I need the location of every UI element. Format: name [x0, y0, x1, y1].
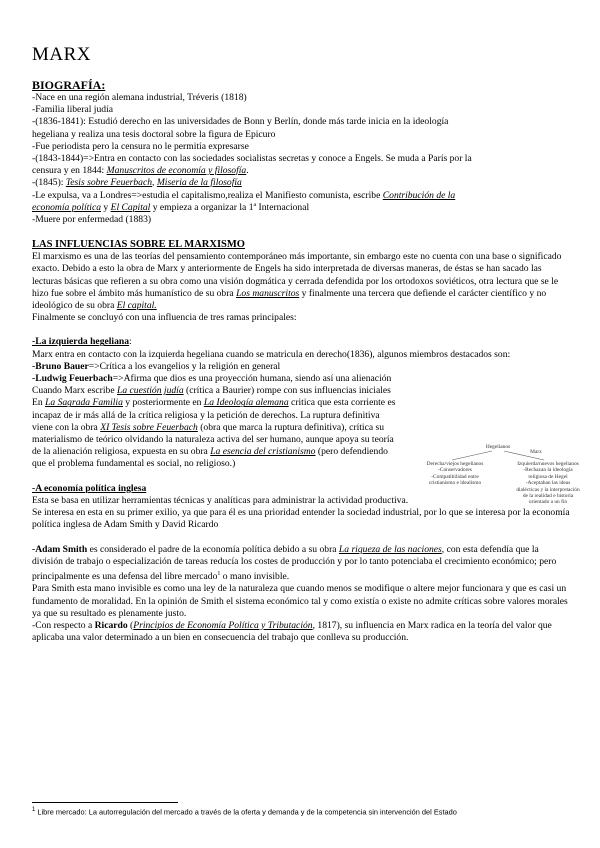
hegelian-branches-diagram — [412, 443, 592, 506]
paragraph-text: En — [32, 397, 46, 409]
paragraph-text: -Con respecto a — [32, 619, 95, 631]
bio-text: -(1845): — [32, 177, 66, 189]
heading-colon: : — [129, 336, 132, 348]
author-name: -Adam Smith — [32, 543, 88, 555]
bio-line — [32, 202, 572, 214]
paragraph-text: Cuando Marx escribe — [32, 385, 117, 397]
bio-text: . — [246, 165, 249, 177]
diagram-line: -Conservadores — [438, 467, 472, 474]
work-title: Principios de Economía Política y Tributación — [133, 619, 313, 631]
page-title: MARX — [32, 44, 92, 65]
paragraph-text: o mano invisible. — [220, 571, 290, 583]
diagram-line: cristianismo e idealismo — [428, 480, 482, 487]
bio-line: -Muere por enfermedad (1883) — [32, 214, 152, 226]
diagram-marx-label: Marx — [530, 449, 542, 455]
bio-line — [32, 177, 572, 189]
member-text: =>Afirma que dios es una proyección humana, siendo así una alienación — [112, 373, 392, 385]
bio-line — [32, 165, 572, 177]
bio-text: -Le expulsa, va a Londres=>estudia el capitalismo,realiza el Manifiesto comunista, escribe — [32, 189, 383, 201]
spacer — [32, 532, 572, 544]
bio-text: y — [101, 201, 111, 213]
invisible-hand-paragraph: Para Smith esta mano invisible es como una ley de la naturaleza que cuando menos se modifique o altere mejor funcionara y que es casi un fundamento de moralidad. En la opinión de Smith el sistema económico tal y como existía o existe no admite críticas sobre valores morales ya que su resultado es plenamente justo. — [32, 583, 568, 619]
member-name: -Bruno Bauer — [32, 360, 89, 372]
biography-heading: BIOGRAFÍA: — [32, 78, 106, 92]
diagram-root-label: Hegelianos — [485, 444, 511, 450]
economy-paragraph: Esta se basa en utilizar herramientas técnicas y analíticas para administrar la actividad productiva. — [32, 494, 409, 506]
member-name: -Ludwig Feuerbach — [32, 373, 113, 385]
work-title: Miseria de la filosofía — [156, 177, 242, 189]
footnote-mark: 1 — [32, 807, 36, 813]
bio-line: -Fue periodista pero la censura no le permitía expresarse — [32, 140, 249, 152]
economy-heading: -A economía política inglesa — [32, 482, 147, 494]
diagram-line: orientado a un fin — [528, 499, 568, 506]
paragraph-text: es considerado el padre de la economía política debido a su obra — [87, 543, 339, 555]
left-hegelian-intro: Marx entra en contacto con la izquierda hegeliana cuando se matricula en derecho(1836), algunos miembros destacados son: — [32, 348, 511, 360]
influences-paragraph — [32, 251, 572, 312]
spacer — [32, 226, 572, 238]
paragraph-text: y finalmente una tercera que defiende el carácter científico y no ideológico de su obra — [32, 287, 547, 312]
paragraph-text: y posteriormente en — [122, 397, 204, 409]
member-bauer — [32, 361, 397, 373]
economy-paragraph: Se interesa en esta en su primer exilio, ya que para él es una prioridad entender la sociedad industrial, por lo que se interesa por la economía política inglesa de Adam Smith y David Ricardo — [32, 507, 570, 531]
diagram-line: -Aceptaban las ideas — [525, 480, 571, 487]
work-title: Los manuscritos — [236, 287, 300, 299]
bio-text: y empieza a organizar la 1ª Internacional — [150, 201, 310, 213]
bio-line: -(1836-1841): Estudió derecho en las universidades de Bonn y Berlín, donde más tarde inicia en la ideología — [32, 116, 449, 128]
diagram-line: -Rechazan la ideología — [523, 467, 573, 474]
work-title: Contribución de la — [382, 189, 456, 201]
diagram-right-wing — [412, 461, 498, 487]
work-title: La riqueza de las naciones — [338, 543, 442, 555]
work-title: XI Tesis sobre Feuerbach — [100, 421, 198, 433]
sagrada-familia-paragraph — [32, 397, 397, 470]
paragraph-text: , 1817), su influencia en Marx radica en la teoría del valor que aplicaba una valor determinado a un bien en consecuencia del trabajo que conlleva su producción. — [32, 619, 552, 644]
bio-text: , — [152, 177, 157, 189]
paragraph-text: (crítica a Baurier) rompe con sus influencias iniciales — [183, 385, 391, 397]
diagram-line: religiosa de Hegel — [528, 473, 568, 480]
diagram-line: -Compatibilidad entre — [431, 473, 479, 480]
work-title: economía política — [32, 201, 102, 213]
work-title: La cuestión judía — [117, 385, 184, 397]
footnote — [32, 807, 572, 816]
bio-line: -Familia liberal judía — [32, 104, 113, 116]
paragraph-text: , con esta defendía que la división de trabajo o especialización de tareas reducía los costes de producción y por lo tanto potenciaba el crecimiento económico; pero principalmente es una defensa del libre mercado — [32, 543, 557, 583]
work-title: Manuscritos de economía y filosofía — [106, 165, 247, 177]
connector-left — [452, 451, 492, 460]
paragraph-text: (pero defendiendo que el problema fundamental es social, no religioso.) — [32, 446, 388, 470]
diagram-left-wing — [504, 461, 592, 506]
spacer — [32, 324, 572, 336]
cuestion-judia-paragraph — [32, 385, 397, 397]
footnote-text: Libre mercado: La autorregulación del mercado a través de la oferta y demanda y de la competencia sin intervención del Estado — [35, 807, 457, 817]
bio-line — [32, 190, 572, 202]
document-body — [32, 78, 572, 644]
bio-line: -(1843-1844)=>Entra en contacto con las sociedades socialistas secretas y conoce a Engels. Se muda a París por la — [32, 153, 472, 165]
bio-line: -Nace en una región alemana industrial, Tréveris (1818) — [32, 92, 247, 103]
diagram-line: dialécticas y la interpretación — [516, 486, 580, 493]
work-title: Tesis sobre Feuerbach — [65, 177, 153, 189]
work-title: La esencia del cristianismo — [210, 446, 316, 458]
member-feuerbach — [32, 373, 397, 385]
influences-heading: LAS INFLUENCIAS SOBRE EL MARXISMO — [32, 239, 245, 251]
bio-line: hegeliana y realiza una tesis doctoral sobre la figura de Epicuro — [32, 128, 276, 140]
work-title: La Sagrada Familia — [45, 397, 123, 409]
paragraph-text: (obra que marca la ruptura definitiva), crítica su materialismo de teórico olvidando la naturaleza activa del ser humano, aunque apoya su teoría de la alienación religiosa, expuesta en su obra — [32, 421, 394, 458]
left-hegelian-heading — [32, 336, 572, 348]
footnote-reference[interactable]: 1 — [217, 570, 221, 577]
author-name: Ricardo — [94, 619, 128, 631]
influences-conclusion: Finalmente se concluyó con una influencia de tres ramas principales: — [32, 312, 297, 324]
footnote-divider — [32, 802, 178, 803]
adam-smith-paragraph — [32, 544, 572, 584]
paragraph-text: El marxismo es una de las teorías del pensamiento contemporáneo más importante, sin embargo este no cuenta con una base o significado exacto. Debido a esto la obra de Marx y anteriormente de Engels ha sido interpretada de diversas maneras, de éstas se han sacado las lecturas básicas que refieren a su obra como una visión dogmática y cerrada defendida por los ortodoxos soviéticos, otra lectura que se le hizo fue sobre el ámbito más humanístico de su obra — [32, 251, 562, 299]
diagram-line: Derecha/viejos hegelianos — [426, 461, 484, 467]
diagram-line: de la realidad e historia — [522, 493, 574, 500]
work-title: La Ideología alemana — [203, 397, 289, 409]
work-title: El Capital — [110, 201, 151, 213]
diagram-line: Izquierda/nuevos hegelianos — [517, 461, 579, 467]
paragraph-text: ( — [127, 619, 134, 631]
ricardo-paragraph — [32, 620, 572, 644]
paragraph-text: critica que esta corriente es incapaz de ir más allá de la crítica religiosa y la petición de derechos. La ruptura definitiva viene con la obra — [32, 397, 396, 433]
work-title: El capital. — [116, 300, 157, 312]
bio-text: censura y en 1844: — [32, 165, 107, 177]
section-heading: -La izquierda hegeliana — [32, 336, 130, 348]
member-text: =>Crítica a los evangelios y la religión en general — [88, 360, 281, 372]
